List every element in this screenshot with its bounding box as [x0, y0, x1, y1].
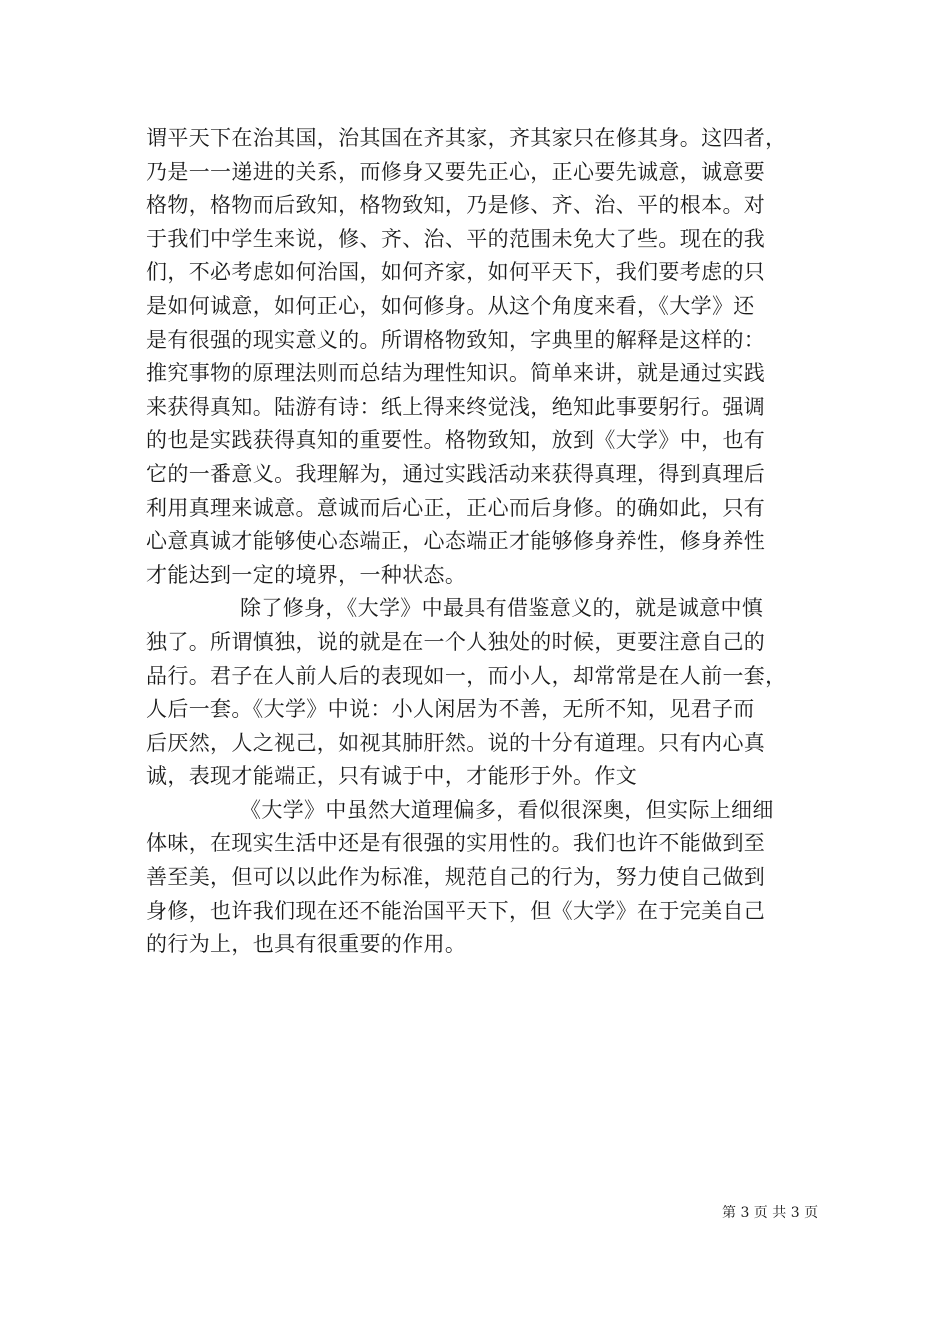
page-number-footer: 第 3 页 共 3 页	[722, 1205, 819, 1221]
body-text	[146, 122, 808, 962]
text-line: 体味，在现实生活中还是有很强的实用性的。我们也许不能做到至	[146, 831, 766, 856]
text-line-indented: 除了修身，《大学》中最具有借鉴意义的，就是诚意中慎	[240, 596, 764, 621]
text-line: 独了。所谓慎独，说的就是在一个人独处的时候，更要注意自己的	[146, 629, 766, 654]
text-line: 心意真诚才能够使心态端正，心态端正才能够修身养性，修身养性	[146, 529, 766, 554]
text-line: 品行。君子在人前人后的表现如一，而小人，却常常是在人前一套，	[146, 663, 787, 688]
text-line: 才能达到一定的境界，一种状态。	[146, 562, 467, 587]
text-line: 来获得真知。陆游有诗：纸上得来终觉浅，绝知此事要躬行。强调	[146, 394, 766, 419]
text-line-indented: 《大学》中虽然大道理偏多，看似很深奥，但实际上细细	[240, 797, 774, 822]
text-line: 身修，也许我们现在还不能治国平天下，但《大学》在于完美自己	[146, 898, 766, 923]
text-line: 利用真理来诚意。意诚而后心正，正心而后身修。的确如此，只有	[146, 495, 766, 520]
text-line: 后厌然，人之视己，如视其肺肝然。说的十分有道理。只有内心真	[146, 730, 766, 755]
text-line: 人后一套。《大学》中说：小人闲居为不善，无所不知，见君子而	[146, 697, 755, 722]
text-line: 的行为上，也具有很重要的作用。	[146, 932, 467, 957]
text-line: 推究事物的原理法则而总结为理性知识。简单来讲，就是通过实践	[146, 361, 766, 386]
text-line: 乃是一一递进的关系，而修身又要先正心，正心要先诚意，诚意要	[146, 159, 766, 184]
text-line: 于我们中学生来说，修、齐、治、平的范围未免大了些。现在的我	[146, 226, 766, 251]
text-line: 是如何诚意，如何正心，如何修身。从这个角度来看，《大学》还	[146, 293, 755, 318]
text-line: 们，不必考虑如何治国，如何齐家，如何平天下，我们要考虑的只	[146, 260, 766, 285]
text-line: 谓平天下在治其国，治其国在齐其家，齐其家只在修其身。这四者，	[146, 126, 787, 150]
text-line: 格物，格物而后致知，格物致知，乃是修、齐、治、平的根本。对	[146, 193, 766, 218]
text-line: 是有很强的现实意义的。所谓格物致知，字典里的解释是这样的：	[146, 327, 766, 352]
text-line: 善至美，但可以以此作为标准，规范自己的行为，努力使自己做到	[146, 865, 766, 890]
text-line: 的也是实践获得真知的重要性。格物致知，放到《大学》中，也有	[146, 428, 766, 453]
text-line: 它的一番意义。我理解为，通过实践活动来获得真理，得到真理后	[146, 461, 766, 486]
text-line: 诚，表现才能端正，只有诚于中，才能形于外。作文	[146, 764, 638, 789]
